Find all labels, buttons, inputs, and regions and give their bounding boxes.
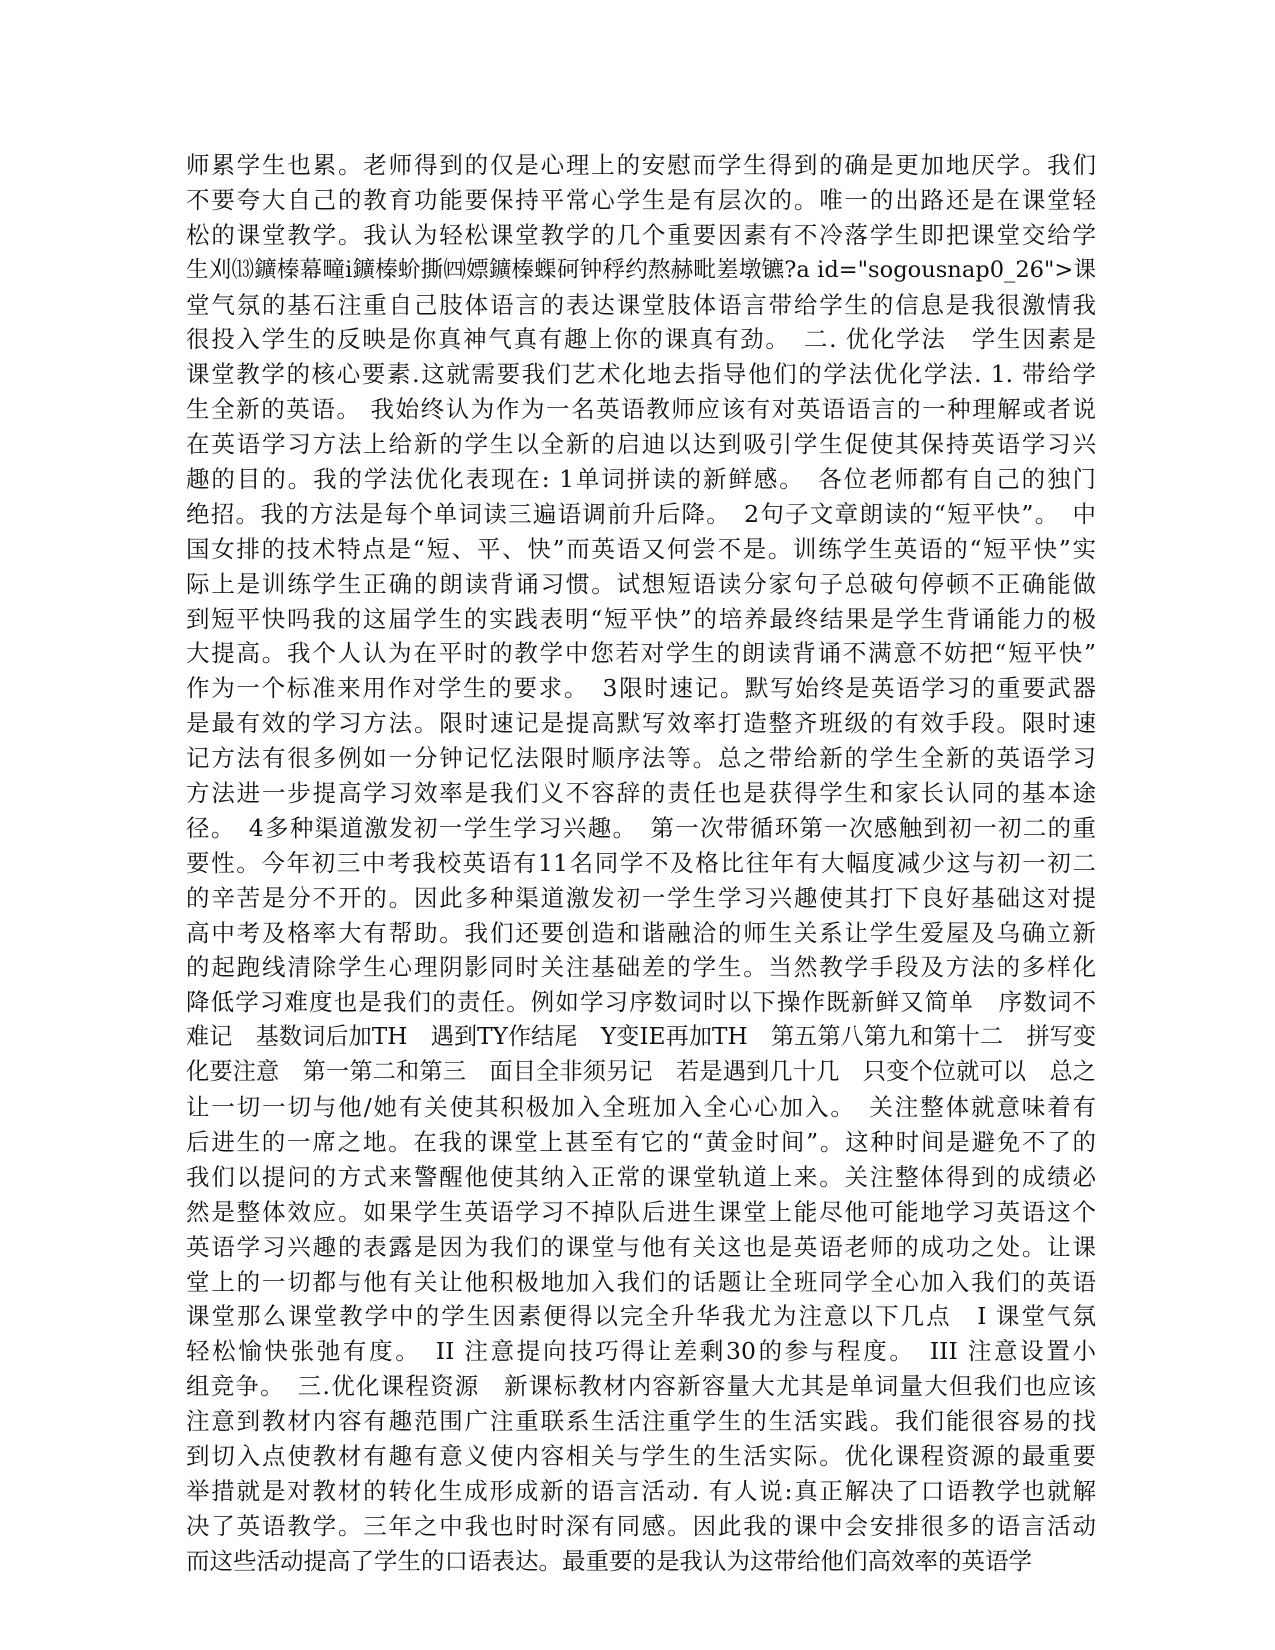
- text-line: 是最有效的学习方法。限时速记是提高默写效率打造整齐班级的有效手段。限时速: [186, 709, 1096, 738]
- text-line: 课堂那么课堂教学中的学生因素便得以完全升华我尤为注意以下几点 I 课堂气氛: [186, 1302, 1096, 1331]
- text-line: 师累学生也累。老师得到的仅是心理上的安慰而学生得到的确是更加地厌学。我们: [186, 151, 1096, 179]
- text-line: 国女排的技术特点是“短、平、快”而英语又何尝不是。训练学生英语的“短平快”实: [186, 534, 1096, 563]
- text-line: 轻松愉快张弛有度。 II 注意提向技巧得让差剩30的参与程度。 III 注意设置小: [186, 1337, 1096, 1366]
- text-line: 方法进一步提高学习效率是我们义不容辞的责任也是获得学生和家长认同的基本途: [186, 779, 1096, 808]
- text-line: 高中考及格率大有帮助。我们还要创造和谐融洽的师生关系让学生爱屋及乌确立新: [186, 918, 1096, 947]
- text-line: 松的课堂教学。我认为轻松课堂教学的几个重要因素有不冷落学生即把课堂交给学: [186, 220, 1096, 249]
- text-line: 趣的目的。我的学法优化表现在: 1单词拼读的新鲜感。 各位老师都有自己的独门: [186, 465, 1096, 494]
- text-line: 径。 4多种渠道激发初一学生学习兴趣。 第一次带循环第一次感触到初一初二的重: [186, 813, 1096, 842]
- body-text: [186, 148, 1096, 1579]
- text-line: 让一切一切与他/她有关使其积极加入全班加入全心心加入。 关注整体就意味着有: [186, 1093, 1096, 1122]
- text-line: 不要夸大自己的教育功能要保持平常心学生是有层次的。唯一的出路还是在课堂轻: [186, 185, 1096, 214]
- text-line: 到切入点使教材有趣有意义使内容相关与学生的生活实际。优化课程资源的最重要: [186, 1441, 1096, 1470]
- text-line: 大提高。我个人认为在平时的教学中您若对学生的朗读背诵不满意不妨把“短平快”: [186, 639, 1096, 668]
- text-line: 堂上的一切都与他有关让他积极地加入我们的话题让全班同学全心加入我们的英语: [186, 1267, 1096, 1296]
- text-line: 我们以提问的方式来警醒他使其纳入正常的课堂轨道上来。关注整体得到的成绩必: [186, 1162, 1096, 1191]
- text-line: 的辛苦是分不开的。因此多种渠道激发初一学生学习兴趣使其打下良好基础这对提: [186, 883, 1096, 912]
- text-line: 要性。今年初三中考我校英语有11名同学不及格比往年有大幅度减少这与初一初二: [186, 848, 1096, 877]
- text-line: 组竞争。 三.优化课程资源 新课标教材内容新容量大尤其是单词量大但我们也应该: [186, 1372, 1096, 1401]
- text-line: 难记 基数词后加TH 遇到TY作结尾 Y变IE再加TH 第五第八第九和第十二 拼写变: [186, 1024, 1096, 1051]
- text-line: 生全新的英语。 我始终认为作为一名英语教师应该有对英语语言的一种理解或者说: [186, 395, 1096, 424]
- text-line: 降低学习难度也是我们的责任。例如学习序数词时以下操作既新鲜又简单 序数词不: [186, 988, 1096, 1017]
- text-line: 绝招。我的方法是每个单词读三遍语调前升后降。 2句子文章朗读的“短平快”。 中: [186, 499, 1096, 528]
- text-line: 际上是训练学生正确的朗读背诵习惯。试想短语读分家句子总破句停顿不正确能做: [186, 569, 1096, 598]
- text-line: 而这些活动提高了学生的口语表达。最重要的是我认为这带给他们高效率的英语学: [186, 1546, 1032, 1575]
- text-line: 作为一个标准来用作对学生的要求。 3限时速记。默写始终是英语学习的重要武器: [186, 674, 1096, 703]
- text-line: 注意到教材内容有趣范围广注重联系生活注重学生的生活实践。我们能很容易的找: [186, 1407, 1096, 1436]
- text-line: 记方法有很多例如一分钟记忆法限时顺序法等。总之带给新的学生全新的英语学习: [186, 744, 1096, 773]
- text-line: 到短平快吗我的这届学生的实践表明“短平快”的培养最终结果是学生背诵能力的极: [186, 604, 1096, 633]
- text-line: 很投入学生的反映是你真神气真有趣上你的课真有劲。 二. 优化学法 学生因素是: [186, 325, 1096, 354]
- text-line: 的起跑线清除学生心理阴影同时关注基础差的学生。当然教学手段及方法的多样化: [186, 953, 1096, 982]
- text-line: 课堂教学的核心要素.这就需要我们艺术化地去指导他们的学法优化学法. 1. 带给学: [186, 360, 1096, 389]
- text-line: 后进生的一席之地。在我的课堂上甚至有它的“黄金时间”。这种时间是避免不了的: [186, 1127, 1096, 1156]
- text-line: 英语学习兴趣的表露是因为我们的课堂与他有关这也是英语老师的成功之处。让课: [186, 1232, 1096, 1261]
- text-line: 决了英语教学。三年之中我也时时深有同感。因此我的课中会安排很多的语言活动: [186, 1511, 1096, 1540]
- text-line: 化要注意 第一第二和第三 面目全非须另记 若是遇到几十几 只变个位就可以 总之: [186, 1058, 1096, 1086]
- text-line: 在英语学习方法上给新的学生以全新的启迪以达到吸引学生促使其保持英语学习兴: [186, 430, 1096, 459]
- text-line: 举措就是对教材的转化生成形成新的语言活动. 有人说:真正解决了口语教学也就解: [186, 1476, 1096, 1505]
- text-line: 然是整体效应。如果学生英语学习不掉队后进生课堂上能尽他可能地学习英语这个: [186, 1197, 1096, 1226]
- text-line: 堂气氛的基石注重自己肢体语言的表达课堂肢体语言带给学生的信息是我很激情我: [186, 290, 1096, 319]
- text-line: 生刈⒀鑛榛幕疃ⅰ鑛榛蚧撕㈣嫖鑛榛蟝砢钟稃约熬赫毗嵳墩镳?a id="sogousnap0_26">课: [186, 256, 1096, 283]
